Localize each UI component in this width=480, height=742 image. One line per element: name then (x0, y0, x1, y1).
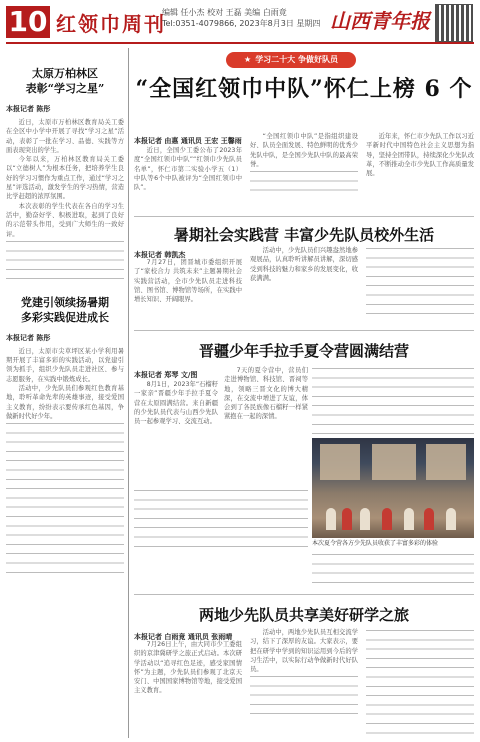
article1-paragraph: 本次表彰的学生代表在各自的学习生活中，勤奋好学、积极进取，起到了良好的示范带头作用，受到广大师生的一致好评。 (6, 202, 124, 238)
headline-line: 多彩实践促进成长 (21, 310, 109, 324)
photo-panel (426, 444, 466, 480)
divider (134, 216, 474, 217)
story2-headline: 暑期社会实践营 丰富少先队员校外生活 (173, 226, 435, 244)
story4-headline: 两地少先队员共享美好研学之旅 (198, 606, 409, 624)
editor-info (162, 7, 320, 29)
story1-paragraph: 近年来，怀仁市少先队工作以习近平新时代中国特色社会主义思想为指导，坚持全团带队，持续深化少先队改革，不断推动全市少先队工作高质量发展。 (366, 133, 474, 178)
story4-col (366, 628, 474, 734)
photo-figure (404, 508, 414, 530)
topic-tag-label: 学习二十大 争做好队员 (255, 55, 338, 64)
headline-line: 党建引领续扬暑期 (21, 295, 109, 309)
body-text-lines (6, 241, 124, 281)
story4-paragraph: 活动中，两地少先队员互相交流学习，结下了深厚的友谊。大家表示，要把在研学中学到的知识运用到今后的学习生活中，以实际行动争做新时代好队员。 (250, 629, 358, 674)
editor-line: 编辑 任小杰 校对 王磊 美编 白雨竟 (162, 8, 287, 17)
story1-paragraph: “全国红领巾中队”是指组织建设好、队员全面发展、特色鲜明的优秀少先队中队，是全国少先队中队的最高荣誉。 (250, 133, 358, 168)
story3-paragraph: 7天的夏令营中，营员们走进博物馆、科技馆、晋祠等地，领略三晋文化的博大精深，在交流中增进了友谊，体会到了各民族像石榴籽一样紧紧抱在一起的深情。 (224, 367, 308, 421)
story3-headline: 晋疆少年手拉手夏令营圆满结营 (198, 342, 409, 360)
article2-paragraph: 活动中，少先队员们参观红色教育基地，聆听革命先辈的英雄事迹，接受爱国主义教育，纷纷表示要传承红色基因，争做新时代好少年。 (6, 385, 124, 420)
page-number: 10 (6, 6, 50, 38)
article1-byline: 本报记者 陈彤 (6, 105, 51, 113)
photo-figure (446, 508, 456, 530)
story1-byline: 本报记者 由惠 通讯员 王宏 王馨雨 (134, 137, 242, 145)
body-text-lines (366, 630, 474, 734)
photo-figure (342, 508, 352, 530)
story3-col (134, 488, 308, 554)
story3-col (312, 552, 474, 590)
photo-panel (320, 444, 360, 480)
story4-col (134, 640, 242, 696)
story2-col (366, 246, 474, 318)
story4-col (250, 628, 358, 716)
star-icon: ★ (244, 55, 252, 64)
article2-byline: 本报记者 陈彤 (6, 333, 51, 342)
story3-col (224, 366, 308, 422)
topic-tag (226, 52, 356, 68)
photo-figure (424, 508, 434, 530)
story3-byline: 本报记者 郑琴 文/图 (134, 371, 198, 379)
photo-figure (326, 508, 336, 530)
body-text-lines (312, 554, 474, 590)
main-area (134, 48, 474, 738)
story1-col (134, 146, 242, 192)
newspaper-logo: 山西青年报 (330, 9, 430, 33)
story1-paragraph: 近日，全国少工委公布了2023年度“全国红领巾中队”“红领巾少先队员名单”，怀仁市第二实验小学五（1）中队等6个中队被评为“全国红领巾中队”。 (134, 147, 242, 192)
article2-paragraph: 近日，太原市尖草坪区某小学利用暑期开展了丰富多彩的实践活动，以党建引领为抓手，组织少先队员走进社区、参与志愿服务，在实践中锻炼成长。 (6, 347, 124, 383)
story2-col (134, 258, 242, 304)
photo-panel (372, 444, 416, 480)
masthead (0, 0, 480, 44)
column-divider (128, 48, 129, 738)
section-name: 红领巾周刊 (56, 12, 166, 36)
divider (134, 330, 474, 331)
story2-paragraph: 活动中，少先队员们兴趣盎然地参观展品，认真聆听讲解员讲解，深切感受到科技的魅力和家乡的发展变化，收获满满。 (250, 247, 358, 282)
qr-code-icon (435, 4, 473, 42)
photo-figure (360, 508, 370, 530)
article1-headline (6, 66, 124, 96)
story1-headline: “全国红领巾中队”怀仁上榜 6 个 (135, 76, 473, 102)
body-text-lines (250, 676, 358, 716)
story1-col (366, 132, 474, 178)
contact-line: Tel:0351-4079866, 2023年8月3日 星期四 (162, 19, 321, 28)
body-text-lines (366, 248, 474, 318)
story2-paragraph: 7月27日，团晋城市委组织开展了“家校合力 共筑未来”主题暑期社会实践营活动，全市少先队员走进科技馆、图书馆、博物馆等场所，在实践中增长知识、开阔眼界。 (134, 259, 242, 304)
divider (134, 594, 474, 595)
story3-col (134, 380, 218, 426)
headline-line: 太原万柏林区 (32, 67, 98, 80)
masthead-rule (6, 42, 474, 44)
article1-paragraph: 近日，太原市万柏林区教育局关工委在全区中小学中开展了寻找“学习之星”活动，表彰了一批在学习、品德、实践等方面表现突出的学生。 (6, 119, 124, 154)
story4-byline: 本报记者 白雨竟 通讯员 张雨晴 (134, 633, 233, 641)
story4-paragraph: 7月26日上午，由大同市少工委组织的京津冀研学之旅正式启动。本次研学活动以“追寻红色足迹，感受家国情怀”为主题，少先队员们参观了北京天安门、中国国家博物馆等地，接受爱国主义教育。 (134, 641, 242, 695)
photo-caption: 本次夏令营各方少先队员收获了丰富多彩的体验 (312, 540, 439, 547)
body-text-lines (312, 368, 474, 436)
article1-paragraph: 今年以来，万柏林区教育局关工委以“立德树人”为根本任务，把培养学生良好的学习习惯作为重点工作，通过“学习之星”评选活动，激发学生的学习热情，营造比学赶超的浓厚氛围。 (6, 156, 124, 201)
story1-col (250, 132, 358, 191)
story3-col (312, 366, 474, 436)
story3-paragraph: 8月1日，2023年“石榴籽一家亲”晋疆少年手拉手夏令营在太原圆满结营。来自新疆的少先队员代表与山西少先队员一起参观学习、交流互动。 (134, 381, 218, 426)
story2-col (250, 246, 358, 283)
body-text-lines (134, 490, 308, 554)
summer-camp-photo (312, 438, 474, 538)
article2-headline (6, 295, 124, 325)
photo-figure (382, 508, 392, 530)
left-column (6, 48, 124, 738)
body-text-lines (6, 423, 124, 573)
body-text-lines (250, 171, 358, 191)
story2-byline: 本报记者 韩凯杰 (134, 251, 186, 259)
headline-line: 表彰“学习之星” (25, 82, 105, 95)
